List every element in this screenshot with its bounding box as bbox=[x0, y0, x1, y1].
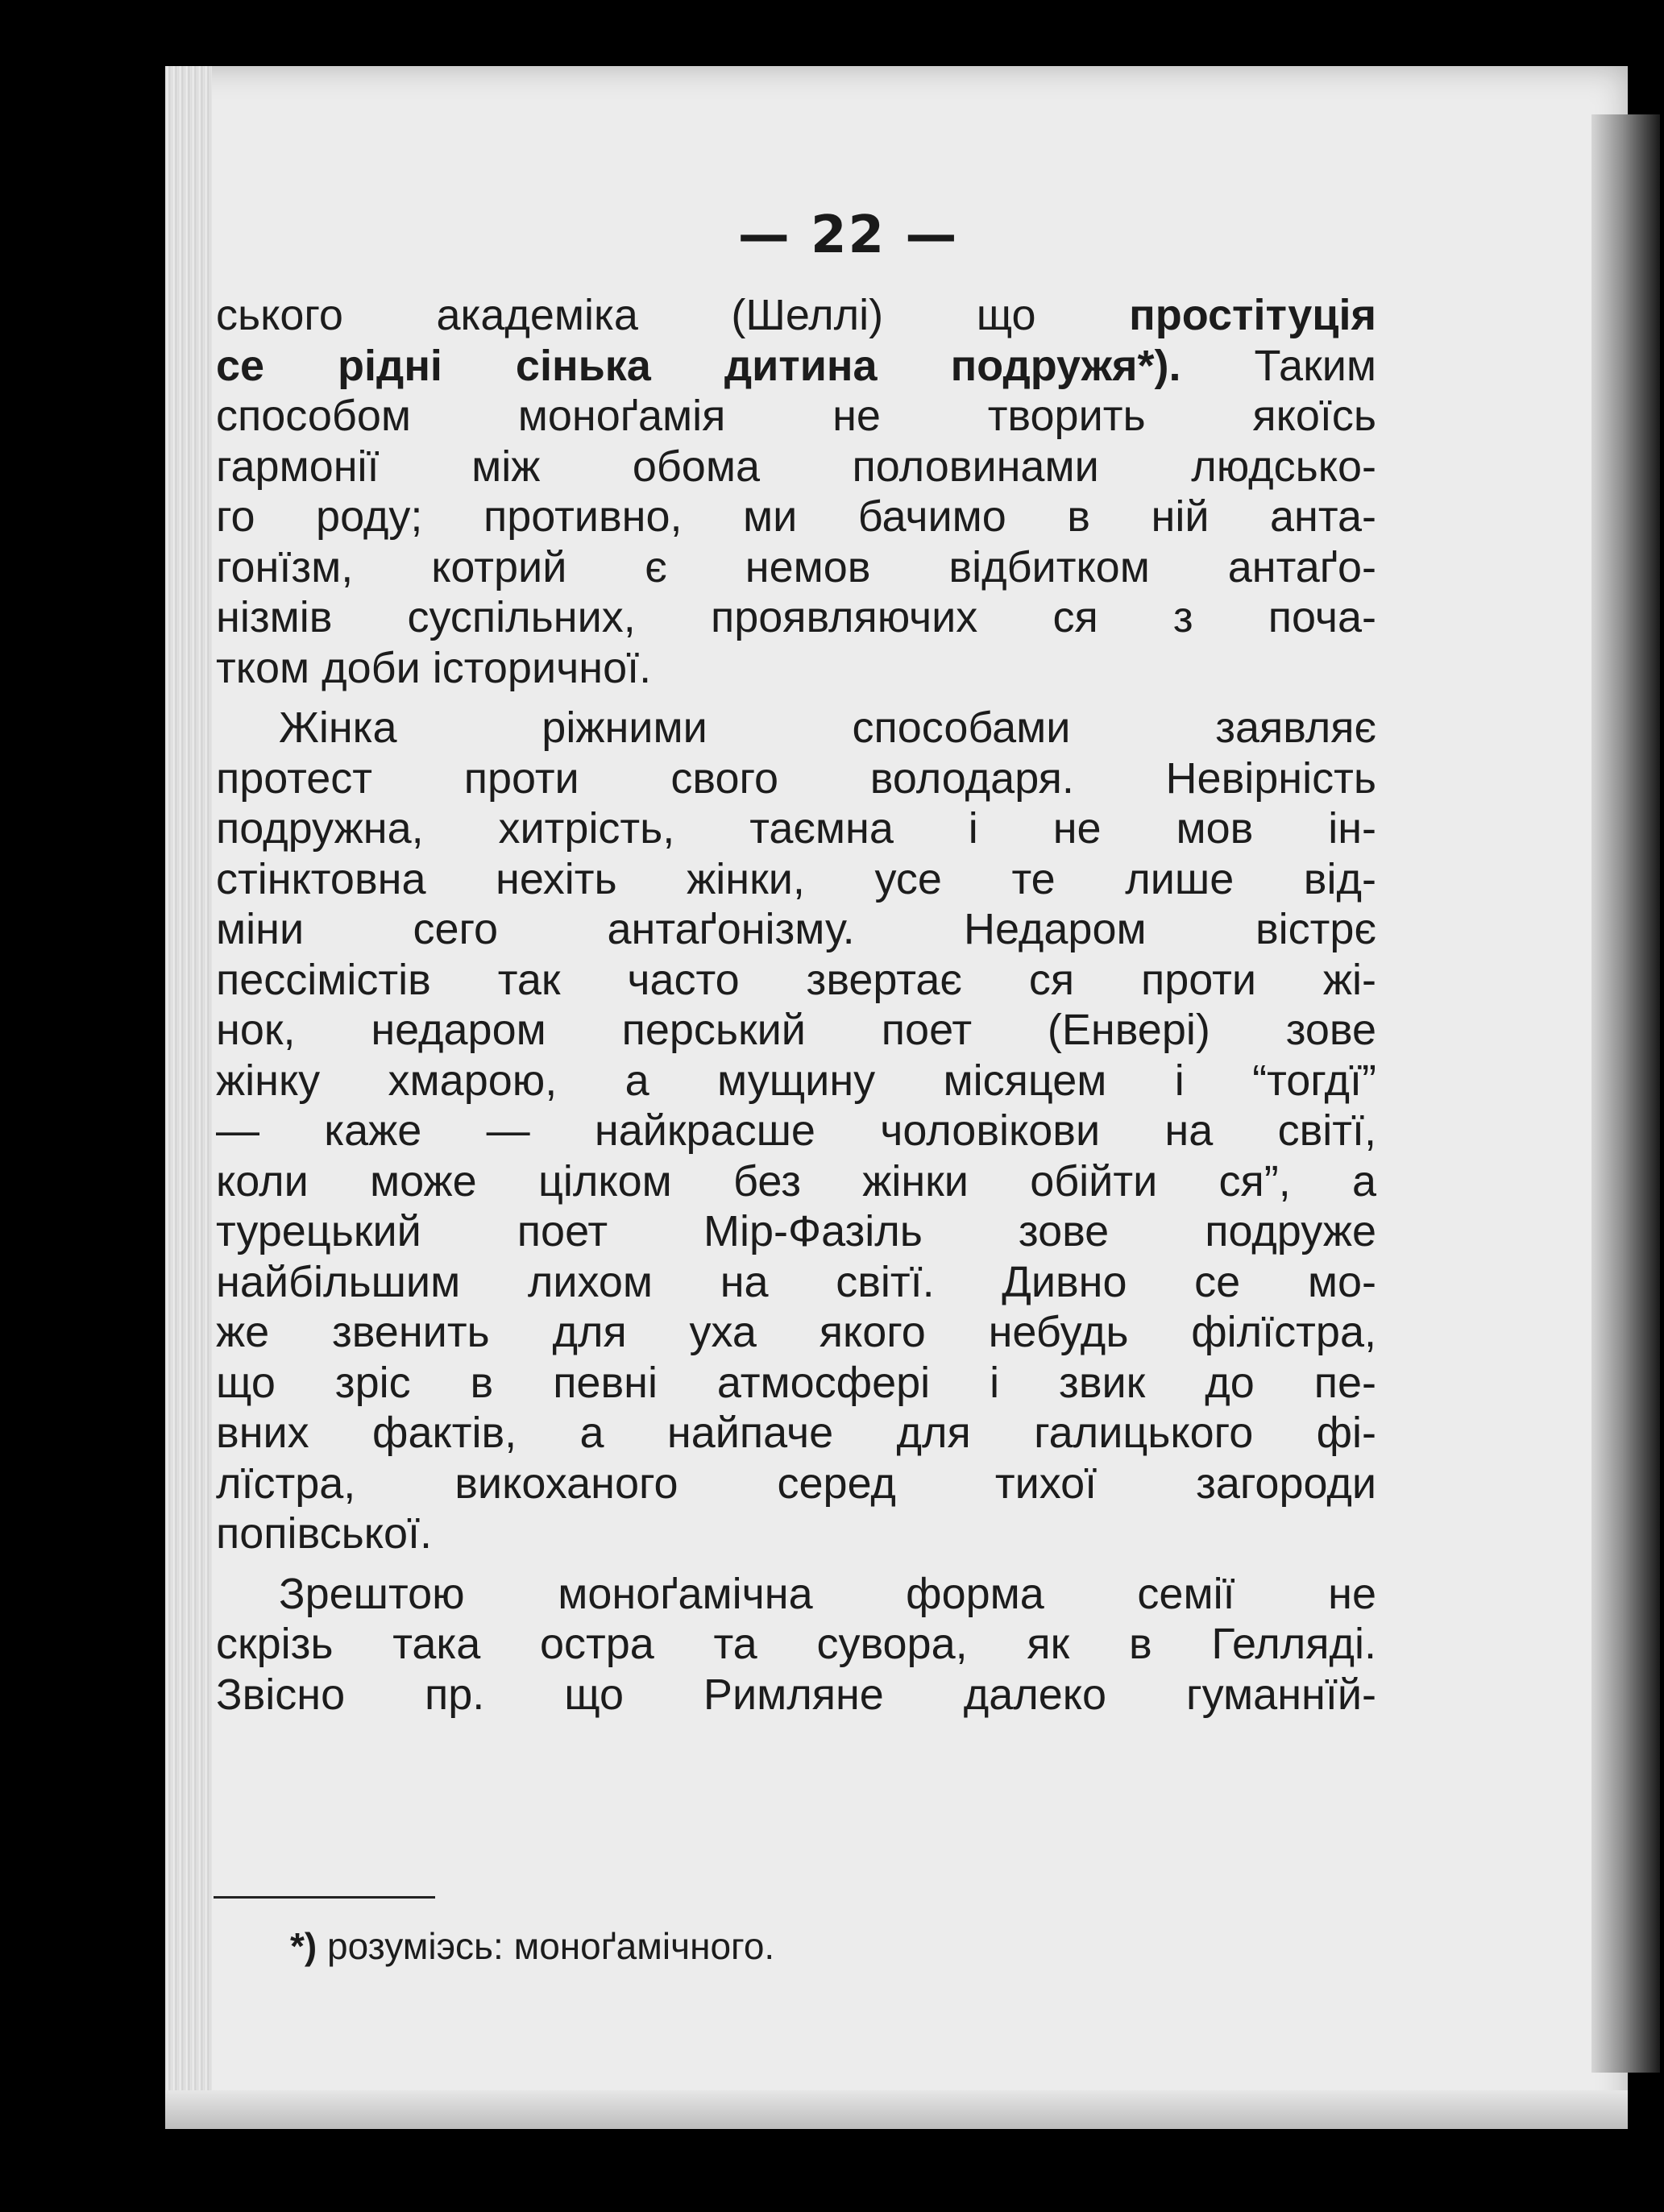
text-line: вних фактів, а найпаче для галицького фі- bbox=[216, 1409, 1376, 1457]
text-line: гонїзм, котрий є немов відбитком антаґо- bbox=[216, 542, 1376, 591]
text-line bbox=[216, 341, 1376, 392]
text-line: подружна, хитрість, таємна і не мов ін- bbox=[216, 804, 1376, 853]
text-line: стінктовна нехіть жінки, усе те лише від- bbox=[216, 854, 1376, 903]
text-run: Таким bbox=[1181, 341, 1376, 390]
paragraph-3 bbox=[216, 1569, 1376, 1720]
text-run: ського академіка (Шеллі) що bbox=[216, 291, 1130, 339]
text-line: скрізь така остра та сувора, як в Гелляді. bbox=[216, 1620, 1376, 1668]
text-line: Звісно пр. що Римляне далеко гуманнїй- bbox=[216, 1670, 1376, 1719]
text-line: гармонії між обома половинами людсько- bbox=[216, 442, 1376, 491]
text-line: протест проти свого володаря. Невірність bbox=[216, 753, 1376, 803]
page-binding-edge bbox=[165, 66, 212, 2129]
text-line: нок, недаром перський поет (Енвері) зове bbox=[216, 1006, 1376, 1054]
footnote bbox=[290, 1924, 774, 1968]
footnote-mark: *) bbox=[290, 1925, 317, 1967]
text-line: — каже — найкрасше чоловікови на світї, bbox=[216, 1106, 1376, 1155]
text-line: що зріс в певні атмосфері і звик до пе- bbox=[216, 1358, 1376, 1407]
text-line: міни сего антаґонізму. Недаром вістрє bbox=[216, 905, 1376, 953]
paragraph-2 bbox=[216, 703, 1376, 1559]
text-line: коли може цілком без жінки обійти ся”, а bbox=[216, 1156, 1376, 1206]
bold-text-run: се рідні сінька дитина подружя*). bbox=[216, 341, 1181, 390]
paragraph-gap bbox=[216, 1559, 1376, 1569]
text-line: попівської. bbox=[216, 1509, 432, 1558]
body-text bbox=[216, 290, 1376, 1720]
footnote-text: розуміэсь: моноґамічного. bbox=[317, 1925, 775, 1967]
text-line: же звенить для уха якого небудь філїстра, bbox=[216, 1308, 1376, 1356]
text-line: го роду; противно, ми бачимо в ній анта- bbox=[216, 492, 1376, 541]
text-line: жінку хмарою, а мущину місяцем і “тогдї” bbox=[216, 1056, 1376, 1105]
text-line bbox=[216, 290, 1376, 341]
text-line: Жінка ріжними способами заявляє bbox=[279, 703, 1376, 752]
paragraph-gap bbox=[216, 693, 1376, 703]
text-line: найбільшим лихом на світї. Дивно се мо- bbox=[216, 1257, 1376, 1306]
text-line: турецький поет Мір-Фазіль зове подруже bbox=[216, 1207, 1376, 1255]
text-line: способом моноґамія не творить якоїсь bbox=[216, 392, 1376, 440]
text-line: Зрештою моноґамічна форма семії не bbox=[279, 1569, 1376, 1618]
text-line: лїстра, викоханого серед тихої загороди bbox=[216, 1459, 1376, 1508]
text-line: пессімістів так часто звертає ся проти жі- bbox=[216, 955, 1376, 1004]
text-line: тком доби історичної. bbox=[216, 643, 652, 692]
footnote-divider bbox=[214, 1896, 435, 1899]
paragraph-1 bbox=[216, 290, 1376, 693]
text-line: нізмів суспільних, проявляючих ся з поча- bbox=[216, 593, 1376, 641]
bold-text-run: простітуція bbox=[1129, 291, 1376, 339]
page-right-shadow bbox=[1591, 114, 1660, 2073]
page-bottom-edge bbox=[165, 2090, 1628, 2129]
page-number: — 22 — bbox=[737, 205, 959, 265]
